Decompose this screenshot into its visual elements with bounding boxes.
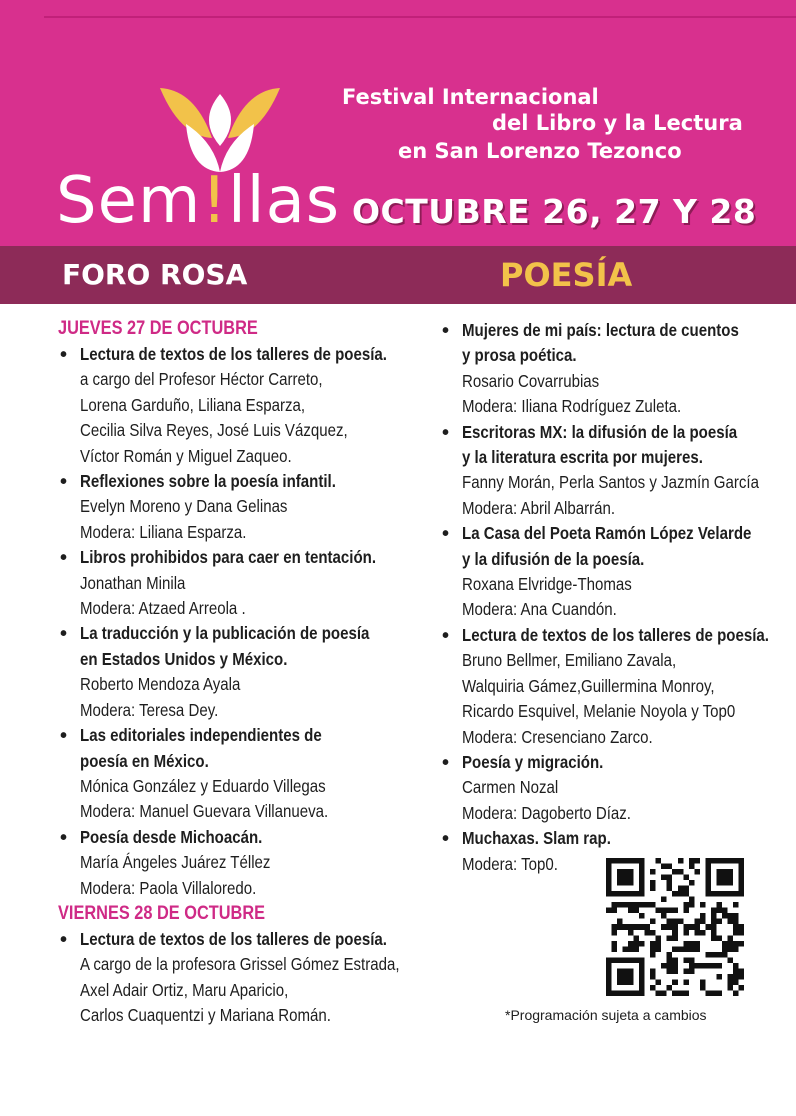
program-list [58, 342, 428, 901]
program-title: y prosa poética. [462, 345, 577, 366]
program-detail: Víctor Román y Miguel Zaqueo. [80, 445, 292, 466]
program-item [58, 545, 428, 621]
program-detail: Modera: Top0. [462, 853, 558, 874]
program-detail: Carlos Cuaquentzi y Mariana Román. [80, 1005, 331, 1026]
program-item [440, 750, 796, 826]
bullet-icon: • [60, 623, 68, 646]
program-title: en Estados Unidos y México. [80, 648, 288, 669]
program-detail: Roberto Mendoza Ayala [80, 674, 241, 695]
program-detail: Modera: Paola Villaloredo. [80, 877, 257, 898]
program-item [58, 723, 428, 825]
program-title: La Casa del Poeta Ramón López Velarde [462, 523, 752, 544]
program-detail: Modera: Cresenciano Zarco. [462, 726, 653, 747]
program-title: Lectura de textos de los talleres de poesía. [80, 928, 387, 949]
program-title: Las editoriales independientes de [80, 725, 322, 746]
program-detail: Modera: Dagoberto Díaz. [462, 802, 631, 823]
program-detail: Modera: Liliana Esparza. [80, 521, 247, 542]
program-title: poesía en México. [80, 750, 209, 771]
day-heading: VIERNES 28 DE OCTUBRE [58, 902, 266, 924]
festival-line-2: del Libro y la Lectura [492, 111, 743, 135]
program-item [58, 621, 428, 723]
bullet-icon: • [442, 828, 450, 851]
program-detail: Mónica González y Eduardo Villegas [80, 775, 326, 796]
program-detail: Modera: Abril Albarrán. [462, 497, 616, 518]
bullet-icon: • [60, 928, 68, 951]
program-title: Reflexiones sobre la poesía infantil. [80, 471, 336, 492]
bullet-icon: • [442, 421, 450, 444]
qr-code-icon [606, 858, 744, 996]
header-banner [0, 0, 796, 246]
program-item [440, 623, 796, 750]
program-title: La traducción y la publicación de poesía [80, 623, 370, 644]
program-detail: Jonathan Minila [80, 572, 186, 593]
program-detail: Modera: Manuel Guevara Villanueva. [80, 801, 329, 822]
festival-line-3: en San Lorenzo Tezonco [398, 139, 682, 163]
program-item [440, 420, 796, 522]
program-title: y la literatura escrita por mujeres. [462, 447, 703, 468]
festival-line-1: Festival Internacional [342, 85, 599, 109]
program-detail: María Ángeles Juárez Téllez [80, 852, 271, 873]
program-title: Lectura de textos de los talleres de poesía. [80, 344, 387, 364]
bullet-icon: • [60, 547, 68, 570]
program-detail: Rosario Covarrubias [462, 370, 600, 391]
program-list [58, 927, 428, 1029]
program-detail: Modera: Teresa Dey. [80, 699, 219, 720]
program-detail: Cecilia Silva Reyes, José Luis Vázquez, [80, 420, 348, 441]
program-title: Mujeres de mi país: lectura de cuentos [462, 320, 739, 340]
program-detail: Lorena Garduño, Liliana Esparza, [80, 394, 306, 415]
program-item [440, 521, 796, 623]
bullet-icon: • [60, 725, 68, 748]
bullet-icon: • [442, 751, 450, 774]
bullet-icon: • [442, 523, 450, 546]
program-item [58, 469, 428, 545]
bullet-icon: • [442, 320, 450, 342]
program-detail: Modera: Atzaed Arreola . [80, 598, 246, 619]
forum-name: FORO ROSA [62, 258, 248, 291]
program-detail: Walquiria Gámez,Guillermina Monroy, [462, 675, 715, 696]
program-title: Muchaxas. Slam rap. [462, 828, 611, 849]
program-detail: Ricardo Esquivel, Melanie Noyola y Top0 [462, 701, 736, 722]
program-item [58, 825, 428, 901]
program-detail: Modera: Ana Cuandón. [462, 599, 617, 620]
bullet-icon: • [442, 624, 450, 647]
program-detail: Carmen Nozal [462, 777, 559, 798]
program-detail: A cargo de la profesora Grissel Gómez Estrada, [80, 954, 400, 975]
program-detail: Modera: Iliana Rodríguez Zuleta. [462, 396, 682, 417]
program-title: Poesía desde Michoacán. [80, 826, 263, 847]
program-detail: Evelyn Moreno y Dana Gelinas [80, 496, 288, 517]
program-title: Libros prohibidos para caer en tentación. [80, 547, 377, 568]
section-band [0, 246, 796, 304]
program-detail: Bruno Bellmer, Emiliano Zavala, [462, 650, 677, 671]
brand-wordmark: Sem!llas [56, 164, 341, 238]
schedule-disclaimer: *Programación sujeta a cambios [505, 1007, 707, 1023]
program-list [440, 318, 796, 877]
program-detail: Axel Adair Ortiz, Maru Aparicio, [80, 979, 289, 1000]
right-column [440, 318, 796, 877]
program-detail: a cargo del Profesor Héctor Carreto, [80, 369, 323, 390]
header-rule [44, 16, 796, 18]
day-heading: JUEVES 27 DE OCTUBRE [58, 318, 258, 339]
program-detail: Roxana Elvridge-Thomas [462, 574, 632, 595]
section-topic: POESÍA [500, 256, 633, 294]
program-title: y la difusión de la poesía. [462, 548, 645, 569]
program-title: Poesía y migración. [462, 751, 604, 772]
bullet-icon: • [60, 344, 68, 366]
event-dates: OCTUBRE 26, 27 Y 28 [352, 192, 757, 231]
program-item [58, 342, 428, 469]
bullet-icon: • [60, 826, 68, 849]
program-item [440, 318, 796, 420]
bullet-icon: • [60, 471, 68, 494]
program-title: Escritoras MX: la difusión de la poesía [462, 421, 738, 442]
left-column [58, 316, 428, 1029]
program-detail: Fanny Morán, Perla Santos y Jazmín García [462, 472, 759, 493]
program-title: Lectura de textos de los talleres de poesía. [462, 624, 769, 645]
program-item [58, 927, 428, 1029]
